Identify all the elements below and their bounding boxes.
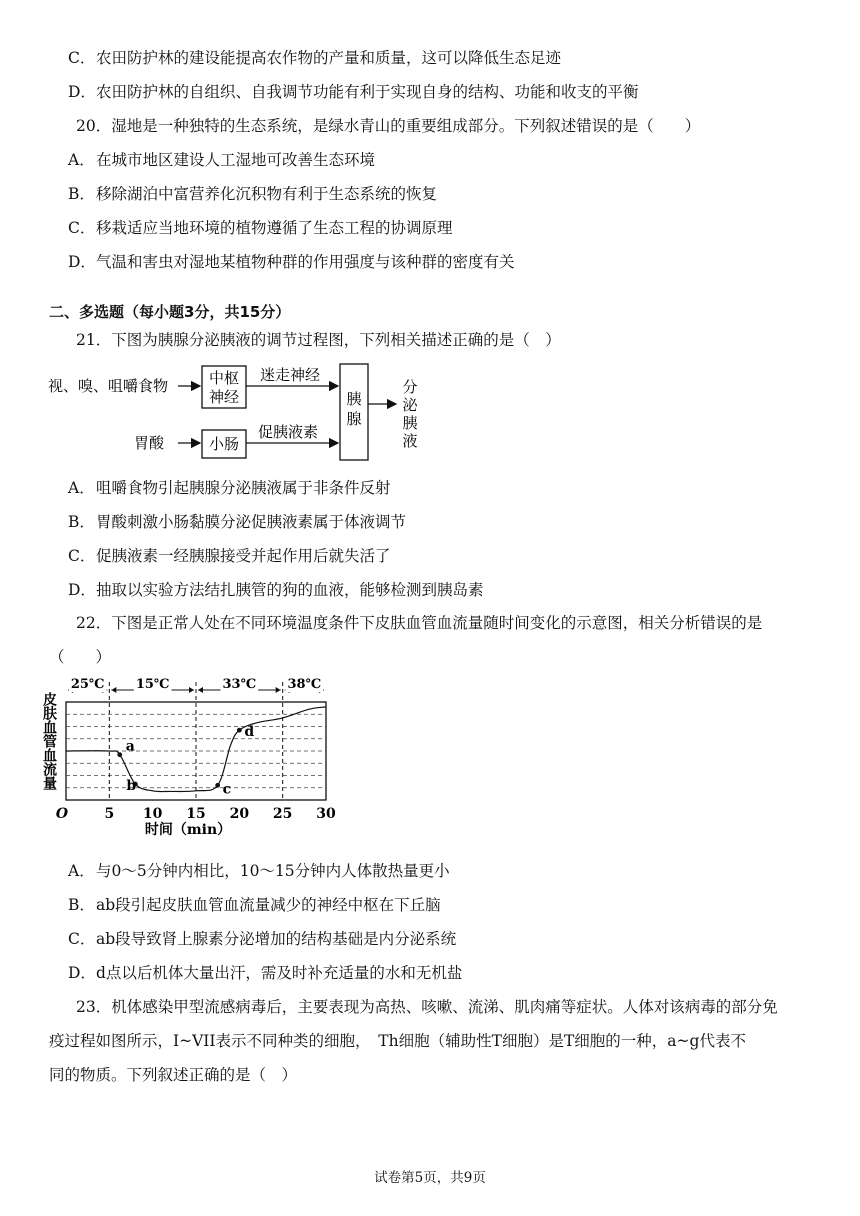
pancreas-regulation-diagram bbox=[40, 358, 460, 468]
option-text: ab段导致肾上腺素分泌增加的结构基础是内分泌系统 bbox=[96, 930, 457, 948]
x-tick-label: 10 bbox=[142, 806, 163, 822]
option-label: B． bbox=[68, 896, 95, 914]
question-22-stem: 22．下图是正常人处在不同环境温度条件下皮肤血管血流量随时间变化的示意图，相关分析错误的是 bbox=[76, 614, 763, 632]
x-tick-label: 30 bbox=[316, 806, 336, 822]
x-tick-label: 25 bbox=[272, 806, 293, 822]
temperature-band-label: 33℃ bbox=[222, 677, 257, 692]
pancreas-label-2: 腺 bbox=[346, 410, 362, 428]
input-food-label: 视、嗅、咀嚼食物 bbox=[48, 377, 169, 395]
option-label: D． bbox=[68, 581, 96, 599]
question-23-line-3: 同的物质。下列叙述正确的是（ ） bbox=[49, 1066, 298, 1084]
option-text: 胃酸刺激小肠黏膜分泌促胰液素属于体液调节 bbox=[96, 513, 407, 531]
option-d-q20 bbox=[68, 252, 515, 272]
option-label: C． bbox=[68, 547, 96, 565]
x-tick-label: 15 bbox=[186, 806, 206, 822]
x-axis-label: 时间（min） bbox=[144, 822, 232, 838]
band-arrowhead bbox=[276, 687, 281, 693]
option-text: ab段引起皮肤血管血流量减少的神经中枢在下丘脑 bbox=[96, 896, 441, 914]
option-text: 农田防护林的建设能提高农作物的产量和质量，这可以降低生态足迹 bbox=[96, 49, 562, 67]
section-title: 二、多选题（每小题3分，共15分） bbox=[49, 303, 291, 321]
option-label: B． bbox=[68, 185, 95, 203]
option-label: A． bbox=[68, 151, 95, 169]
question-20-stem: 20．湿地是一种独特的生态系统，是绿水青山的重要组成部分。下列叙述错误的是（ ） bbox=[76, 117, 701, 135]
question-22-blank: （ ） bbox=[49, 648, 112, 666]
option-c-q20 bbox=[68, 218, 453, 238]
option-c-q21 bbox=[68, 546, 391, 566]
x-tick-label: 20 bbox=[229, 806, 250, 822]
option-text: 咀嚼食物引起胰腺分泌胰液属于非条件反射 bbox=[96, 479, 391, 497]
option-text: 农田防护林的自组织、自我调节功能有利于实现自身的结构、功能和收支的平衡 bbox=[96, 83, 639, 101]
point-label-d: d bbox=[244, 724, 255, 741]
band-arrowhead bbox=[198, 687, 203, 693]
band-arrowhead bbox=[111, 687, 116, 693]
output-label-1: 分 bbox=[402, 378, 418, 396]
option-b-q20 bbox=[68, 184, 437, 204]
x-tick-label: O bbox=[55, 806, 69, 822]
option-c-q19 bbox=[68, 48, 561, 68]
option-label: B． bbox=[68, 513, 95, 531]
option-text: 促胰液素一经胰腺接受并起作用后就失活了 bbox=[96, 547, 391, 565]
x-tick-label: 5 bbox=[104, 806, 115, 822]
option-b-q21 bbox=[68, 512, 406, 532]
option-c-q22 bbox=[68, 929, 456, 949]
output-label-3: 胰 bbox=[402, 414, 418, 432]
option-text: 移除湖泊中富营养化沉积物有利于生态系统的恢复 bbox=[96, 185, 438, 203]
option-label: D． bbox=[68, 253, 96, 271]
option-label: A． bbox=[68, 479, 95, 497]
point-label-b: b bbox=[126, 778, 137, 795]
option-text: 抽取以实验方法结扎胰管的狗的血液，能够检测到胰岛素 bbox=[96, 581, 484, 599]
page-footer: 试卷第5页，共9页 bbox=[374, 1170, 486, 1186]
option-d-q21 bbox=[68, 580, 484, 600]
option-label: C． bbox=[68, 219, 96, 237]
vagus-nerve-label: 迷走神经 bbox=[260, 366, 321, 384]
y-axis-label: 皮肤血管血流量 bbox=[41, 692, 57, 790]
option-label: D． bbox=[68, 964, 96, 982]
option-d-q19 bbox=[68, 82, 639, 102]
point-label-c: c bbox=[222, 781, 232, 798]
output-label-2: 泌 bbox=[402, 396, 418, 414]
option-a-q22 bbox=[68, 861, 450, 881]
option-label: D． bbox=[68, 83, 96, 101]
band-arrowhead bbox=[189, 687, 194, 693]
secretin-label: 促胰液素 bbox=[258, 423, 319, 441]
point-c bbox=[215, 783, 220, 788]
point-label-a: a bbox=[125, 738, 135, 755]
option-text: 在城市地区建设人工湿地可改善生态环境 bbox=[96, 151, 376, 169]
center-nerve-label-1: 中枢 bbox=[208, 369, 240, 387]
option-a-q21 bbox=[68, 478, 391, 498]
bloodflow-chart bbox=[38, 676, 348, 841]
point-a bbox=[117, 752, 122, 757]
center-nerve-label-2: 神经 bbox=[208, 388, 240, 406]
temperature-band-label: 15℃ bbox=[135, 677, 170, 692]
option-text: 移栽适应当地环境的植物遵循了生态工程的协调原理 bbox=[96, 219, 453, 237]
question-23-line-2: 疫过程如图所示，I~VII表示不同种类的细胞， Th细胞（辅助性T细胞）是T细胞的一种，a~g代表不 bbox=[49, 1032, 746, 1050]
question-23-line-1: 23．机体感染甲型流感病毒后，主要表现为高热、咳嗽、流涕、肌肉痛等症状。人体对该病毒的部分免 bbox=[76, 998, 778, 1016]
option-label: A． bbox=[68, 862, 95, 880]
option-text: d点以后机体大量出汗，需及时补充适量的水和无机盐 bbox=[96, 964, 463, 982]
option-d-q22 bbox=[68, 963, 462, 983]
point-d bbox=[237, 728, 242, 733]
option-label: C． bbox=[68, 930, 96, 948]
output-label-4: 液 bbox=[402, 432, 418, 450]
intestine-label: 小肠 bbox=[208, 435, 240, 453]
option-text: 与0～5分钟内相比，10～15分钟内人体散热量更小 bbox=[96, 862, 450, 880]
temperature-band-label: 25℃ bbox=[70, 677, 105, 692]
option-b-q22 bbox=[68, 895, 441, 915]
question-21-stem: 21．下图为胰腺分泌胰液的调节过程图，下列相关描述正确的是（ ） bbox=[76, 331, 561, 349]
temperature-band-label: 38℃ bbox=[287, 677, 322, 692]
input-acid-label: 胃酸 bbox=[134, 434, 165, 452]
option-a-q20 bbox=[68, 150, 375, 170]
pancreas-label-1: 胰 bbox=[346, 390, 362, 408]
option-label: C． bbox=[68, 49, 96, 67]
option-text: 气温和害虫对湿地某植物种群的作用强度与该种群的密度有关 bbox=[96, 253, 515, 271]
